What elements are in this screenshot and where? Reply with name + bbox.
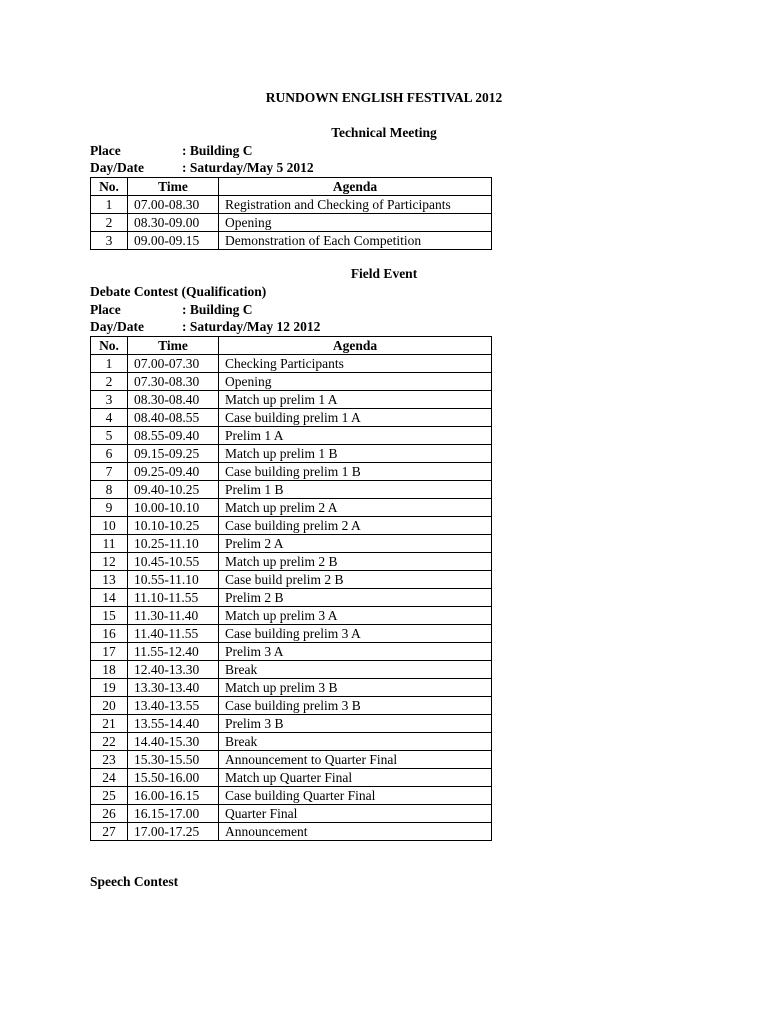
row-time: 15.30-15.50 (128, 751, 219, 769)
date-value: : Saturday/May 12 2012 (182, 319, 321, 334)
row-time: 11.55-12.40 (128, 643, 219, 661)
row-agenda: Break (219, 733, 492, 751)
table-row (91, 625, 492, 643)
row-number: 25 (91, 787, 128, 805)
row-time: 11.10-11.55 (128, 589, 219, 607)
row-number: 16 (91, 625, 128, 643)
place-value: : Building C (182, 302, 253, 317)
row-time: 11.30-11.40 (128, 607, 219, 625)
row-time: 17.00-17.25 (128, 823, 219, 841)
row-number: 6 (91, 445, 128, 463)
row-time: 08.40-08.55 (128, 409, 219, 427)
table-row (91, 571, 492, 589)
row-number: 23 (91, 751, 128, 769)
row-time: 07.30-08.30 (128, 373, 219, 391)
table-row (91, 751, 492, 769)
row-number: 21 (91, 715, 128, 733)
table-row (91, 196, 492, 214)
row-agenda: Case building prelim 1 A (219, 409, 492, 427)
row-number: 20 (91, 697, 128, 715)
row-time: 09.40-10.25 (128, 481, 219, 499)
table-row (91, 733, 492, 751)
table-row (91, 481, 492, 499)
row-agenda: Case building prelim 2 A (219, 517, 492, 535)
row-number: 19 (91, 679, 128, 697)
row-time: 10.00-10.10 (128, 499, 219, 517)
row-number: 11 (91, 535, 128, 553)
row-agenda: Match up Quarter Final (219, 769, 492, 787)
row-time: 13.55-14.40 (128, 715, 219, 733)
table-row (91, 769, 492, 787)
table-row (91, 823, 492, 841)
row-agenda: Case building prelim 3 B (219, 697, 492, 715)
technical-meeting-heading: Technical Meeting (331, 125, 437, 140)
row-number: 2 (91, 373, 128, 391)
row-time: 09.25-09.40 (128, 463, 219, 481)
table-header-row (91, 178, 492, 196)
row-agenda: Checking Participants (219, 355, 492, 373)
technical-meeting-info (90, 142, 314, 176)
row-number: 22 (91, 733, 128, 751)
row-number: 5 (91, 427, 128, 445)
row-agenda: Demonstration of Each Competition (219, 232, 492, 250)
header-no: No. (91, 337, 128, 355)
table-row (91, 661, 492, 679)
row-agenda: Announcement to Quarter Final (219, 751, 492, 769)
row-agenda: Match up prelim 1 A (219, 391, 492, 409)
table-row (91, 214, 492, 232)
row-time: 08.30-09.00 (128, 214, 219, 232)
row-agenda: Case building prelim 1 B (219, 463, 492, 481)
row-agenda: Match up prelim 2 A (219, 499, 492, 517)
table-row (91, 409, 492, 427)
row-number: 27 (91, 823, 128, 841)
table-row (91, 643, 492, 661)
row-time: 10.55-11.10 (128, 571, 219, 589)
table-row (91, 535, 492, 553)
row-agenda: Prelim 2 B (219, 589, 492, 607)
row-number: 18 (91, 661, 128, 679)
date-label: Day/Date (90, 160, 144, 175)
row-time: 11.40-11.55 (128, 625, 219, 643)
place-label: Place (90, 143, 121, 158)
row-number: 10 (91, 517, 128, 535)
row-agenda: Announcement (219, 823, 492, 841)
row-agenda: Registration and Checking of Participants (219, 196, 492, 214)
row-agenda: Break (219, 661, 492, 679)
row-number: 3 (91, 232, 128, 250)
row-time: 10.25-11.10 (128, 535, 219, 553)
row-time: 16.00-16.15 (128, 787, 219, 805)
row-time: 09.00-09.15 (128, 232, 219, 250)
table-row (91, 607, 492, 625)
row-number: 4 (91, 409, 128, 427)
table-row (91, 463, 492, 481)
row-agenda: Prelim 1 A (219, 427, 492, 445)
place-value: : Building C (182, 143, 253, 158)
row-time: 09.15-09.25 (128, 445, 219, 463)
row-number: 9 (91, 499, 128, 517)
row-number: 1 (91, 196, 128, 214)
table-row (91, 787, 492, 805)
row-time: 15.50-16.00 (128, 769, 219, 787)
row-agenda: Match up prelim 2 B (219, 553, 492, 571)
row-number: 2 (91, 214, 128, 232)
row-time: 08.55-09.40 (128, 427, 219, 445)
header-agenda: Agenda (219, 337, 492, 355)
table-row (91, 232, 492, 250)
row-time: 08.30-08.40 (128, 391, 219, 409)
row-agenda: Prelim 1 B (219, 481, 492, 499)
field-event-info (90, 301, 320, 335)
table-row (91, 517, 492, 535)
row-number: 24 (91, 769, 128, 787)
row-agenda: Opening (219, 214, 492, 232)
place-label: Place (90, 302, 121, 317)
row-number: 12 (91, 553, 128, 571)
row-number: 14 (91, 589, 128, 607)
table-row (91, 373, 492, 391)
row-agenda: Case build prelim 2 B (219, 571, 492, 589)
row-number: 17 (91, 643, 128, 661)
row-number: 13 (91, 571, 128, 589)
row-agenda: Prelim 3 A (219, 643, 492, 661)
row-number: 1 (91, 355, 128, 373)
row-time: 14.40-15.30 (128, 733, 219, 751)
header-no: No. (91, 178, 128, 196)
row-time: 10.45-10.55 (128, 553, 219, 571)
speech-contest-heading: Speech Contest (90, 874, 179, 889)
technical-meeting-table (90, 177, 492, 250)
table-row (91, 391, 492, 409)
table-row (91, 427, 492, 445)
document-title: RUNDOWN ENGLISH FESTIVAL 2012 (265, 90, 503, 105)
row-agenda: Match up prelim 1 B (219, 445, 492, 463)
table-row (91, 355, 492, 373)
row-agenda: Quarter Final (219, 805, 492, 823)
table-row (91, 553, 492, 571)
row-agenda: Case building prelim 3 A (219, 625, 492, 643)
table-row (91, 589, 492, 607)
row-number: 15 (91, 607, 128, 625)
debate-contest-heading: Debate Contest (Qualification) (90, 284, 267, 299)
table-row (91, 715, 492, 733)
table-header-row (91, 337, 492, 355)
row-time: 10.10-10.25 (128, 517, 219, 535)
row-number: 7 (91, 463, 128, 481)
row-agenda: Match up prelim 3 B (219, 679, 492, 697)
table-row (91, 499, 492, 517)
row-number: 26 (91, 805, 128, 823)
row-number: 3 (91, 391, 128, 409)
row-time: 07.00-07.30 (128, 355, 219, 373)
debate-schedule-table (90, 336, 492, 841)
field-event-heading: Field Event (350, 266, 418, 281)
row-time: 13.40-13.55 (128, 697, 219, 715)
table-row (91, 805, 492, 823)
header-time: Time (128, 178, 219, 196)
row-agenda: Match up prelim 3 A (219, 607, 492, 625)
table-row (91, 679, 492, 697)
table-row (91, 697, 492, 715)
row-time: 13.30-13.40 (128, 679, 219, 697)
row-agenda: Prelim 3 B (219, 715, 492, 733)
date-label: Day/Date (90, 319, 144, 334)
date-value: : Saturday/May 5 2012 (182, 160, 314, 175)
row-agenda: Case building Quarter Final (219, 787, 492, 805)
header-agenda: Agenda (219, 178, 492, 196)
row-time: 12.40-13.30 (128, 661, 219, 679)
header-time: Time (128, 337, 219, 355)
row-number: 8 (91, 481, 128, 499)
row-agenda: Prelim 2 A (219, 535, 492, 553)
row-agenda: Opening (219, 373, 492, 391)
row-time: 07.00-08.30 (128, 196, 219, 214)
table-row (91, 445, 492, 463)
row-time: 16.15-17.00 (128, 805, 219, 823)
